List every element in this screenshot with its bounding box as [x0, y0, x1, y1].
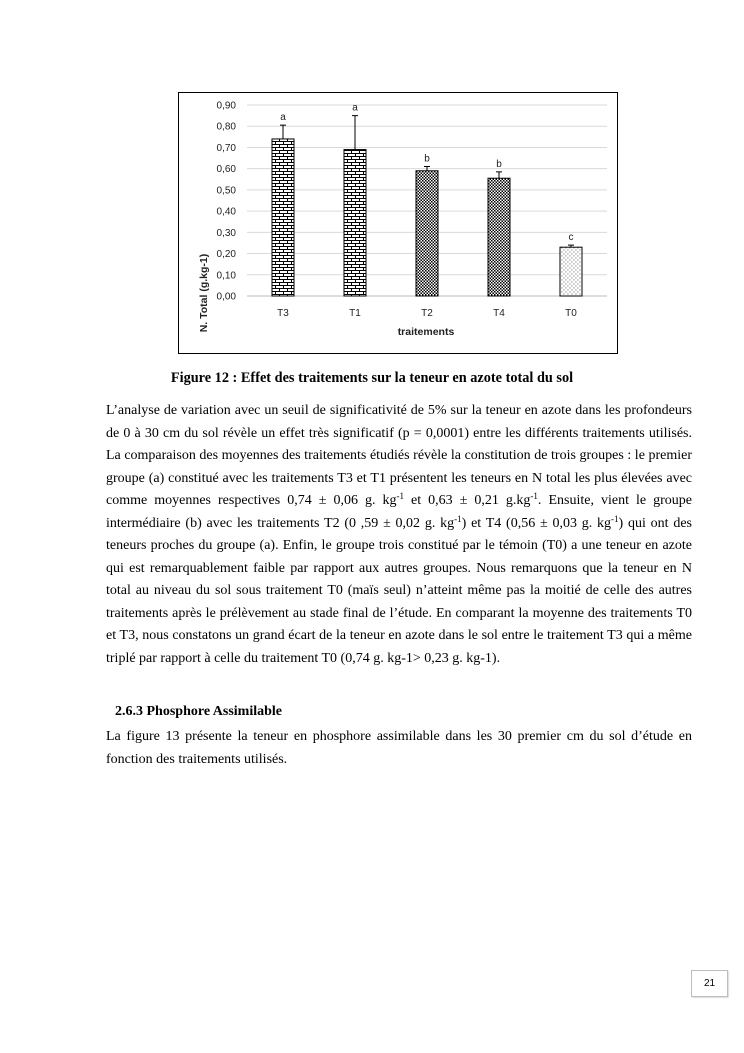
- x-tick-label: T1: [349, 308, 361, 319]
- error-bar-t4: [496, 172, 502, 178]
- figure-12-chart: [178, 92, 618, 354]
- y-tick-label: 0,80: [216, 121, 236, 133]
- significance-letter: b: [424, 153, 430, 165]
- x-tick-label: T2: [421, 308, 433, 319]
- paragraph-text: L’analyse de variation avec un seuil de significativité de 5% sur la teneur en azote dans les profondeurs de 0 à 30 cm du sol révèle un effet très significatif (p = 0,0001) entre les différents traitements utilisés. La comparaison des moyennes des traitements étudiés révèle la constitution de trois groupes : le premier groupe (a) constitué avec les traitements T3 et T1 présentent les teneurs en N total les plus élevées avec comme moyennes respectives 0,74 ± 0,06 g. kg: [106, 403, 692, 508]
- superscript: -1: [454, 513, 462, 524]
- y-tick-label: 0,40: [216, 206, 236, 218]
- y-tick-label: 0,60: [216, 164, 236, 176]
- significance-letter: c: [568, 232, 574, 244]
- significance-letter: a: [352, 102, 358, 114]
- bar-t2: [416, 171, 438, 296]
- y-tick-label: 0,90: [216, 100, 236, 112]
- paragraph-text: ) et T4 (0,56 ± 0,03 g. kg: [461, 515, 612, 531]
- paragraph-text: et 0,63 ± 0,21 g.kg: [404, 493, 531, 508]
- y-tick-label: 0,50: [216, 185, 236, 197]
- x-tick-label: T0: [565, 308, 577, 319]
- paragraph-text: ) qui ont des teneurs proches du groupe (a). Enfin, le groupe trois constitué par le témoin (T0) a une teneur en azote qui est remarquablement faible par rapport aux autres groupes. Nous remarquons que la teneur en N total au niveau du sol sous traitement T0 (maïs seul) n’atteint même pas la moitié de celle des autres traitements après le prélèvement au stade final de l’étude. En comparant la moyenne des traitements T0 et T3, nous constatons un grand écart de la teneur en azote dans le sol entre le traitement T3 qui a même triplé par rapport à celle du traitement T0 (0,74 g. kg-1> 0,23 g. kg-1).: [106, 515, 692, 666]
- x-tick-label: T3: [277, 308, 289, 319]
- section-title: Phosphore Assimilable: [146, 704, 282, 719]
- y-tick-label: 0,70: [216, 142, 236, 154]
- error-bar-t3: [280, 125, 286, 139]
- error-bar-t1: [352, 116, 358, 150]
- y-tick-label: 0,20: [216, 249, 236, 261]
- bar-t4: [488, 178, 510, 296]
- figure-caption: Figure 12 : Effet des traitements sur la teneur en azote total du sol: [170, 370, 574, 386]
- significance-letter: b: [496, 158, 502, 170]
- superscript: -1: [611, 513, 619, 524]
- bar-chart: [179, 93, 619, 355]
- paragraph-text: . Ensuite, vient le groupe intermédiaire (b) avec les traitements T2 (0 ,59 ± 0,02 g. kg: [106, 493, 692, 531]
- y-tick-label: 0,10: [216, 270, 236, 282]
- bar-t0: [560, 247, 582, 296]
- x-axis-label: traitements: [397, 326, 455, 338]
- section-number: 2.6.3: [115, 704, 143, 719]
- section-heading: [115, 704, 282, 720]
- y-tick-label: 0,00: [216, 291, 236, 303]
- analysis-paragraph: [106, 400, 692, 670]
- bar-t3: [272, 139, 294, 296]
- significance-letter: a: [280, 112, 286, 124]
- superscript: -1: [530, 491, 538, 501]
- y-tick-label: 0,30: [216, 227, 236, 239]
- superscript: -1: [396, 491, 405, 501]
- x-tick-label: T4: [493, 308, 505, 319]
- y-axis-label: N. Total (g.kg-1): [198, 253, 210, 333]
- intro-paragraph: La figure 13 présente la teneur en phosphore assimilable dans les 30 premier cm du sol d’étude en fonction des traitements utilisés.: [106, 729, 692, 767]
- bar-t1: [344, 150, 366, 296]
- page-number: 21: [691, 970, 728, 997]
